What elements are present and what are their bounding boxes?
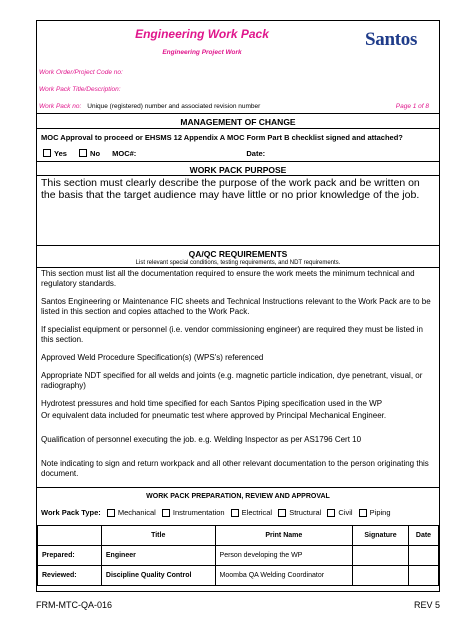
work-pack-form bbox=[36, 20, 440, 592]
qa-paragraph: Approved Weld Procedure Specification(s) (WPS's) referenced bbox=[41, 353, 264, 362]
moc-no-label: No bbox=[90, 148, 101, 158]
signature-cell[interactable] bbox=[353, 566, 409, 586]
type-label: Electrical bbox=[241, 508, 273, 517]
blank-header-cell bbox=[38, 526, 102, 546]
type-instrumentation-checkbox[interactable] bbox=[162, 509, 170, 517]
work-order-label: Work Order/Project Code no: bbox=[39, 69, 123, 76]
purpose-section-title: WORK PACK PURPOSE bbox=[189, 165, 287, 175]
divider bbox=[37, 487, 439, 488]
moc-yes-label: Yes bbox=[54, 148, 67, 158]
moc-number-label: MOC#: bbox=[112, 148, 137, 158]
table-row bbox=[38, 546, 439, 566]
divider bbox=[37, 267, 439, 268]
column-header-date: Date bbox=[409, 526, 439, 546]
divider bbox=[37, 161, 439, 162]
qa-paragraph: This section must list all the documentation required to ensure the work meets the minimum technical and regulatory standards. bbox=[41, 269, 415, 288]
type-label: Piping bbox=[369, 508, 391, 517]
work-pack-type bbox=[41, 508, 391, 517]
row-title: Engineer bbox=[101, 546, 215, 566]
signature-cell[interactable] bbox=[353, 546, 409, 566]
work-pack-type-label: Work Pack Type: bbox=[41, 508, 101, 517]
divider bbox=[37, 245, 439, 246]
moc-options bbox=[43, 148, 275, 158]
qa-paragraph: Santos Engineering or Maintenance FIC sheets and Technical Instructions relevant to the Work Pack are to be listed in this section and copies attached to the Work Pack. bbox=[41, 297, 431, 316]
page-subtitle: Engineering Project Work bbox=[162, 49, 242, 56]
qa-section-subtitle: List relevant special conditions, testing requirements, and NDT requirements. bbox=[135, 260, 341, 266]
pack-no-value: Unique (registered) number and associated revision number bbox=[87, 103, 261, 110]
type-structural-checkbox[interactable] bbox=[278, 509, 286, 517]
type-electrical-checkbox[interactable] bbox=[231, 509, 239, 517]
approval-table-header bbox=[38, 526, 439, 546]
type-piping-checkbox[interactable] bbox=[359, 509, 367, 517]
moc-section-title: MANAGEMENT OF CHANGE bbox=[180, 117, 296, 127]
qa-paragraph: Qualification of personnel executing the job. e.g. Welding Inspector as per AS1796 Cert 10 bbox=[41, 435, 362, 444]
revision: REV 5 bbox=[413, 600, 440, 610]
row-name: Person developing the WP bbox=[215, 546, 353, 566]
moc-no-checkbox[interactable] bbox=[79, 149, 87, 157]
row-role: Prepared: bbox=[38, 546, 102, 566]
form-code: FRM-MTC-QA-016 bbox=[36, 600, 112, 610]
qa-section-title: QA/QC REQUIREMENTS bbox=[188, 249, 288, 259]
santos-logo: Santos bbox=[365, 29, 418, 50]
moc-date-label: Date: bbox=[246, 148, 266, 158]
purpose-text: This section must clearly describe the purpose of the work pack and be written on the basis that the target audience may have little or no prior knowledge of the job. bbox=[41, 177, 420, 201]
qa-paragraph: If specialist equipment or personnel (i.e. vendor commissioning engineer) are required they must be listed in this section. bbox=[41, 325, 423, 344]
title-label: Work Pack Title/Description: bbox=[39, 86, 121, 93]
column-header-name: Print Name bbox=[215, 526, 353, 546]
approval-section-title: WORK PACK PREPARATION, REVIEW AND APPROVAL bbox=[146, 493, 330, 500]
qa-paragraph: Hydrotest pressures and hold time specified for each Santos Piping specification used in the WP bbox=[41, 399, 383, 408]
row-title: Discipline Quality Control bbox=[101, 566, 215, 586]
title-field bbox=[39, 86, 121, 93]
type-label: Instrumentation bbox=[172, 508, 225, 517]
moc-question: MOC Approval to proceed or EHSMS 12 Appendix A MOC Form Part B checklist signed and attached? bbox=[41, 133, 403, 142]
page-title: Engineering Work Pack bbox=[135, 27, 269, 41]
date-cell[interactable] bbox=[409, 566, 439, 586]
divider bbox=[37, 128, 439, 129]
type-civil-checkbox[interactable] bbox=[327, 509, 335, 517]
type-label: Structural bbox=[289, 508, 322, 517]
type-mechanical-checkbox[interactable] bbox=[107, 509, 115, 517]
pack-no-label: Work Pack no: bbox=[39, 103, 82, 110]
page-number: Page 1 of 8 bbox=[395, 103, 429, 110]
divider bbox=[37, 175, 439, 176]
row-name: Moomba QA Welding Coordinator bbox=[215, 566, 353, 586]
type-label: Mechanical bbox=[117, 508, 156, 517]
moc-yes-checkbox[interactable] bbox=[43, 149, 51, 157]
qa-paragraph: Appropriate NDT specified for all welds and joints (e.g. magnetic particle indication, dye penetrant, visual, or radiography) bbox=[41, 371, 423, 390]
type-label: Civil bbox=[338, 508, 353, 517]
column-header-title: Title bbox=[101, 526, 215, 546]
table-row bbox=[38, 566, 439, 586]
date-cell[interactable] bbox=[409, 546, 439, 566]
work-order-field bbox=[39, 69, 123, 76]
qa-paragraph: Or equivalent data included for pneumatic test where approved by Principal Mechanical Engineer. bbox=[41, 411, 387, 420]
qa-paragraph: Note indicating to sign and return workpack and all other relevant documentation to the person originating this document. bbox=[41, 459, 429, 478]
column-header-signature: Signature bbox=[353, 526, 409, 546]
approval-table bbox=[37, 525, 439, 586]
row-role: Reviewed: bbox=[38, 566, 102, 586]
pack-no-field bbox=[39, 103, 260, 110]
divider bbox=[37, 113, 439, 114]
